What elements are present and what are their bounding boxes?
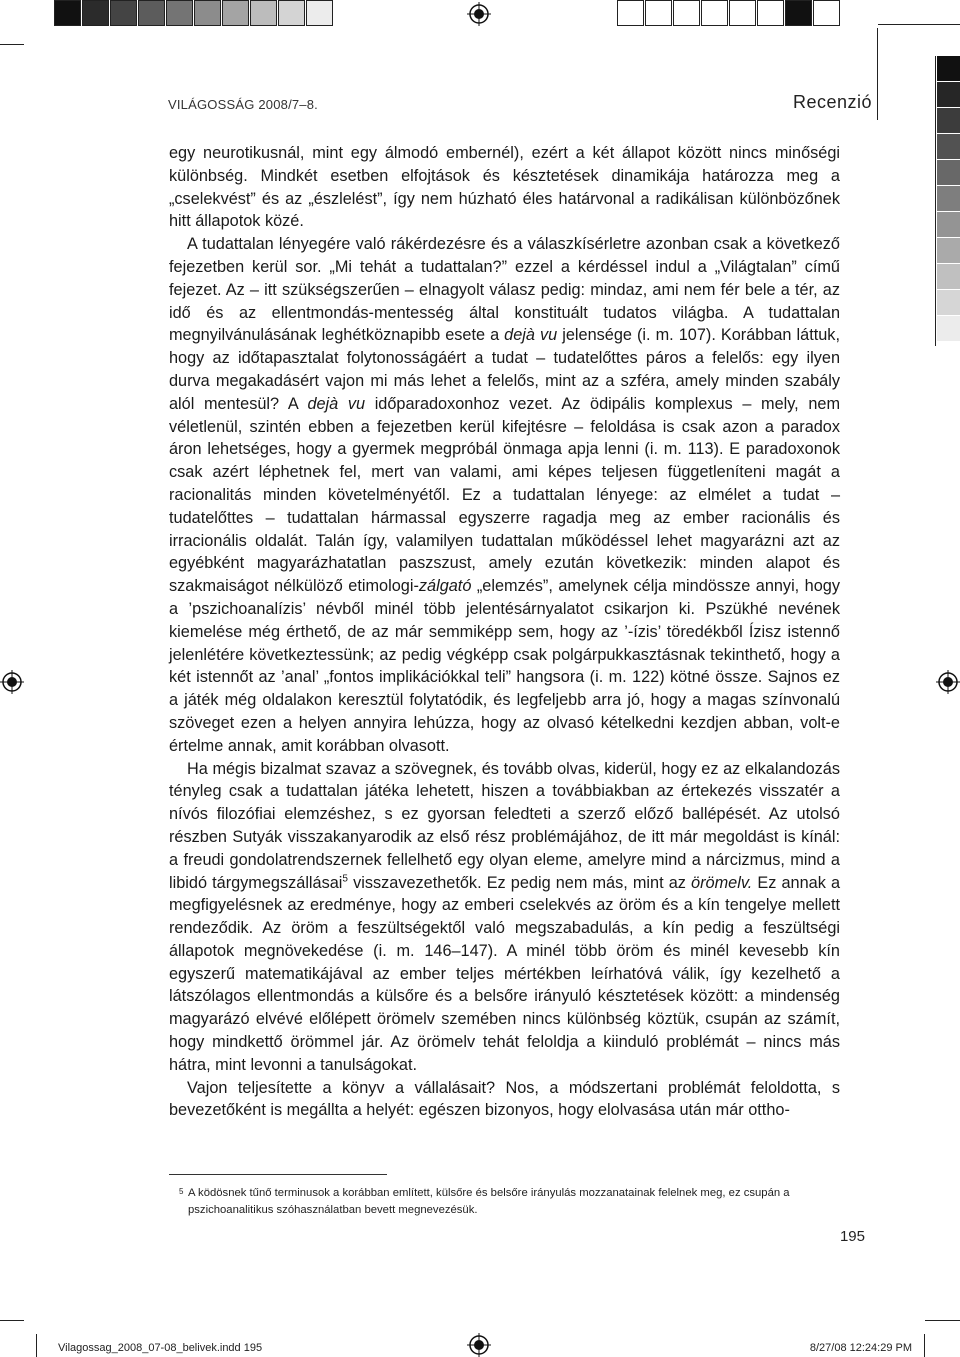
color-swatch	[82, 0, 109, 26]
color-swatch	[937, 108, 960, 134]
footnote-number: 5	[179, 1187, 184, 1196]
color-strip-right	[617, 0, 841, 26]
footnote	[179, 1185, 840, 1219]
color-swatch	[937, 56, 960, 82]
color-swatch	[937, 212, 960, 238]
color-swatch	[785, 0, 812, 26]
registration-mark-icon	[467, 2, 491, 26]
paragraph: Ha mégis bizalmat szavaz a szövegnek, és tovább olvas, kiderül, hogy ez az elkalandozás tényleg csak a tudattalan játéka lehetett, hiszen a továbbiakban az értekezés visszatér a nívós filozófiai elemzéshez, s ez gyorsan feledteti a szerző előző ballépését. Az utolsó részben Sutyák visszakanyarodik az első rész problémájához, de itt már megoldást is kínál: a freudi gondolatrendszernek fellelhető egy olyan eleme, amelyre mind a nárcizmus, mind a libidó tárgymegszállásai$^5$ visszavezethetők. Ez pedig nem más, mint az örömelv. Ez annak a megfigyelésnek az eredménye, hogy az emberi cselekvés az öröm és a kín tengelye mellett rendeződik. Az öröm a feszültségektől való megszabadulás, a kín pedig a feszültségi állapotok megnövekedése (i. m. 146–147). A minél több öröm és minél kevesebb kín egyszerű matematikájával az ember teljes mértékben leírhatóvá válik, így kezelhető a látszólagos ellentmondás a külsőre és a belsőre irányuló késztetések között: a mindenség magyarázó elvévé előlépett örömelv szemében nincs különbség köztük, csupán az számít, hogy mindkettő örömmel jár. Az örömelv tehát feloldja a kiinduló problémát – nincs más hátra, mint levonni a tanulságokat.	[169, 759, 841, 1074]
color-swatch	[937, 186, 960, 212]
article-body	[169, 142, 840, 1122]
slug-file: Vilagossag_2008_07-08_belivek.indd 195	[58, 1342, 263, 1354]
crop-mark	[935, 56, 936, 346]
page-number: 195	[839, 1228, 865, 1245]
color-swatch	[937, 290, 960, 316]
color-swatch	[813, 0, 840, 26]
color-strip-left	[54, 0, 334, 26]
color-swatch	[250, 0, 277, 26]
tone-bar	[937, 56, 960, 342]
color-swatch	[937, 82, 960, 108]
color-swatch	[306, 0, 333, 26]
color-swatch	[278, 0, 305, 26]
color-swatch	[54, 0, 81, 26]
color-swatch	[701, 0, 728, 26]
color-swatch	[937, 160, 960, 186]
color-swatch	[194, 0, 221, 26]
registration-mark-icon	[467, 1333, 491, 1357]
color-swatch	[673, 0, 700, 26]
footnote-text: A ködösnek tűnő terminusok a korábban említett, külsőre és belsőre irányulás mozzanatainak felelnek meg, ez csupán a pszichoanalitikus szóhasználatban bevett megnevezésük.	[188, 1187, 790, 1216]
color-swatch	[166, 0, 193, 26]
color-swatch	[757, 0, 784, 26]
color-swatch	[617, 0, 644, 26]
color-swatch	[138, 0, 165, 26]
paragraph: Vajon teljesítette a könyv a vállalásait? Nos, a módszertani problémát feloldotta, s bevezetőként is megállta a helyét: egészen bizonyos, hogy elolvasása után már ottho-	[169, 1078, 840, 1120]
color-swatch	[222, 0, 249, 26]
color-swatch	[937, 238, 960, 264]
crop-mark	[877, 28, 878, 120]
color-swatch	[645, 0, 672, 26]
crop-mark	[924, 1334, 925, 1357]
crop-mark	[0, 1320, 24, 1321]
crop-mark	[925, 1320, 960, 1321]
footnote-ref[interactable]: 5	[342, 873, 348, 885]
registration-mark-icon	[0, 670, 24, 694]
running-head: VILÁGOSSÁG 2008/7–8.	[168, 97, 318, 112]
paragraph: A tudattalan lényegére való rákérdezésre és a válaszkísérletre azonban csak a következő fejezetben kerül sor. „Mi tehát a tudattalan?” ezzel a kérdéssel indul a „Világtalan” című fejezet. Az – itt szükségszerűen – elnagyolt válasz pedig: mindaz, ami nem fér bele a tér, az idő és az ellentmondás-mentesség által konstituált tudatos világba. A tudattalan megnyilvánulásának leghétköznapibb esete a dejà vu jelensége (i. m. 107). Korábban láttuk, hogy az időtapasztalat folytonosságáért a tudat – tudatelőttes páros a felelős: egy ilyen durva megakadásért vajon mi más lehet a felelős, mint az a szféra, amely minden szabály alól mentesül? A dejà vu időparadoxonhoz vezet. Az ödipális komplexus – mely, nem véletlenül, szintén ebben a fejezetben kerül kifejtésre – feloldása is csak azon a paradox áron lehetséges, hogy a gyermek megpróbál önmaga apja lenni (i. m. 113). E paradoxonok csak azért léphetnek fel, mert van valami, ami képes teljesen függetleníteni magát a racionalitás minden követelményétől. Ez a tudattalan lényege: az elmélet a tudat – tudatelőttes – tudattalan hármassal egyszerre ragadja meg az ember racionális és irracionális oldalát. Talán így, valamilyen tudattalan működéssel lehet magyarázni azt az egyébként magyarázhatatlan paszszust, amely ezután következik: minden alapot és szakmaiságot nélkülöző etimologi-zálgató „elemzés”, amelynek célja mindössze annyi, hogy a ’pszichoanalízis’ névből minél több jelentésárnyalatot csikarjon ki. Pszükhé nevének kiemelése még érthető, de az már semmiképp sem, hogy az ’-ízis’ töredékből Ízisz istennő jelenlétére következtessünk; az pedig végképp csak polgárpukkasztásnak tekinthető, hogy a két istennőt az ’anal’ „fontos implikációkkal teli” hangsora (i. m. 122) kötné össze. Sajnos ez a játék még oldalakon keresztül folytatódik, és legfeljebb arra jó, hogy a magas színvonalú szöveget ezen a helyen annyira lehúzza, hogy az olvasó kételkedni kezdjen abban, volt-e értelme annak, amit korábban olvasott.	[169, 235, 841, 755]
paragraph: egy neurotikusnál, mint egy álmodó embernél), ezért a két állapot között nincs minőségi különbség. Mindkét esetben elfojtások és késztetések dinamikája határozza meg a „cselekvést” és az „észlelést”, így nem húzható éles határvonal a radikálisan különbözőnek hitt állapotok közé.	[169, 144, 840, 231]
color-swatch	[110, 0, 137, 26]
section-label: Recenzió	[792, 92, 872, 112]
slug-date: 8/27/08 12:24:29 PM	[809, 1342, 912, 1354]
crop-mark	[36, 1334, 37, 1357]
color-swatch	[937, 134, 960, 160]
crop-mark	[0, 44, 24, 45]
registration-mark-icon	[936, 670, 960, 694]
crop-mark	[878, 24, 960, 25]
color-swatch	[937, 316, 960, 342]
footnote-divider	[169, 1174, 387, 1175]
color-swatch	[937, 264, 960, 290]
color-swatch	[729, 0, 756, 26]
